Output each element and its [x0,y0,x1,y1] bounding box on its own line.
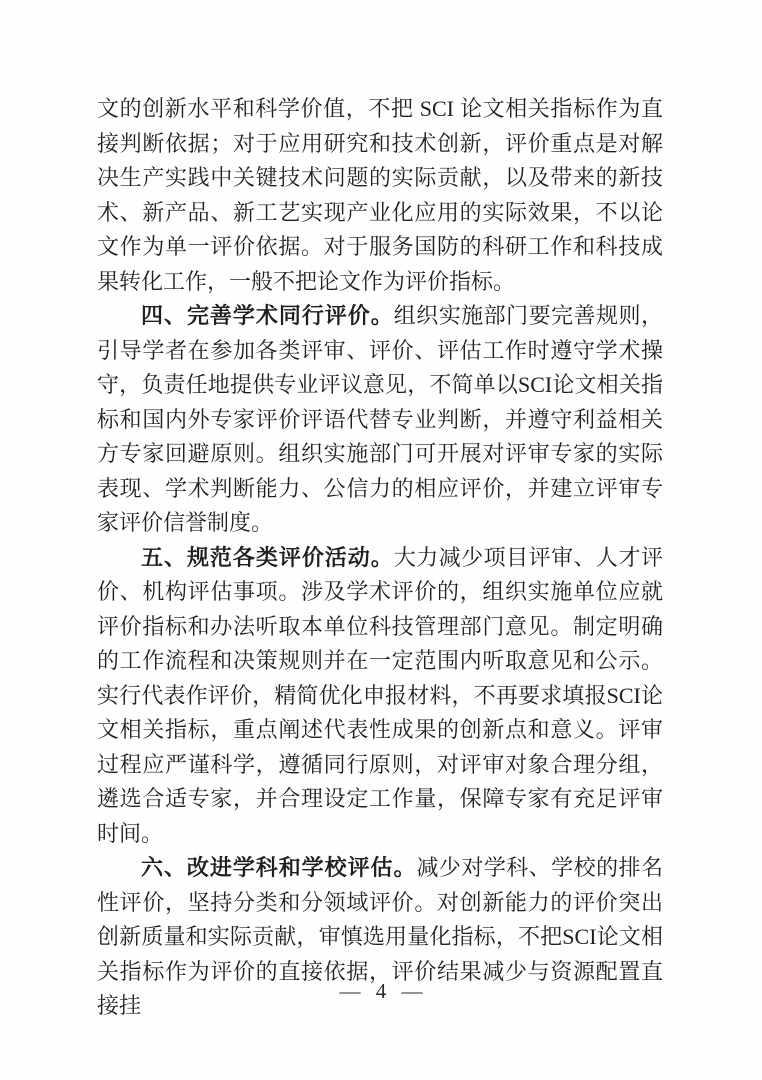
paragraph-text: 文的创新水平和科学价值，不把 SCI 论文相关指标作为直接判断依据；对于应用研究和技术创新，评价重点是对解决生产实践中关键技术问题的实际贡献，以及带来的新技术、新产品、新工艺实现产业化应用的实际效果，不以论文作为单一评价依据。对于服务国防的科研工作和科技成果转化工作，一般不把论文作为评价指标。 [97,96,663,294]
paragraph-heading: 四、完善学术同行评价。 [141,303,394,328]
paragraph [97,299,663,541]
document-body [97,92,663,1024]
paragraph-text: 减少对学科、学校的排名性评价，坚持分类和分领域评价。对创新能力的评价突出创新质量和实际贡献，审慎选用量化指标，不把SCI论文相关指标作为评价的直接依据，评价结果减少与资源配置直接挂 [97,855,663,1018]
paragraph-heading: 六、改进学科和学校评估。 [141,855,417,880]
paragraph-heading: 五、规范各类评价活动。 [141,544,394,570]
paragraph-text: 组织实施部门要完善规则，引导学者在参加各类评审、评价、评估工作时遵守学术操守，负责任地提供专业评议意见，不简单以SCI论文相关指标和国内外专家评价评语代替专业判断，并遵守利益相关方专家回避原则。组织实施部门可开展对评审专家的实际表现、学术判断能力、公信力的相应评价，并建立评审专家评价信誉制度。 [97,303,663,535]
paragraph [97,541,663,852]
paragraph-text: 大力减少项目评审、人才评价、机构评估事项。涉及学术评价的，组织实施单位应就评价指标和办法听取本单位科技管理部门意见。制定明确的工作流程和决策规则并在一定范围内听取意见和公示。实行代表作评价，精简优化申报材料，不再要求填报SCI论文相关指标，重点阐述代表性成果的创新点和意义。评审过程应严谨科学，遵循同行原则，对评审对象合理分组，遴选合适专家，并合理设定工作量，保障专家有充足评审时间。 [97,544,663,846]
paragraph [97,92,663,299]
page-number: — 4 — [339,979,423,1003]
